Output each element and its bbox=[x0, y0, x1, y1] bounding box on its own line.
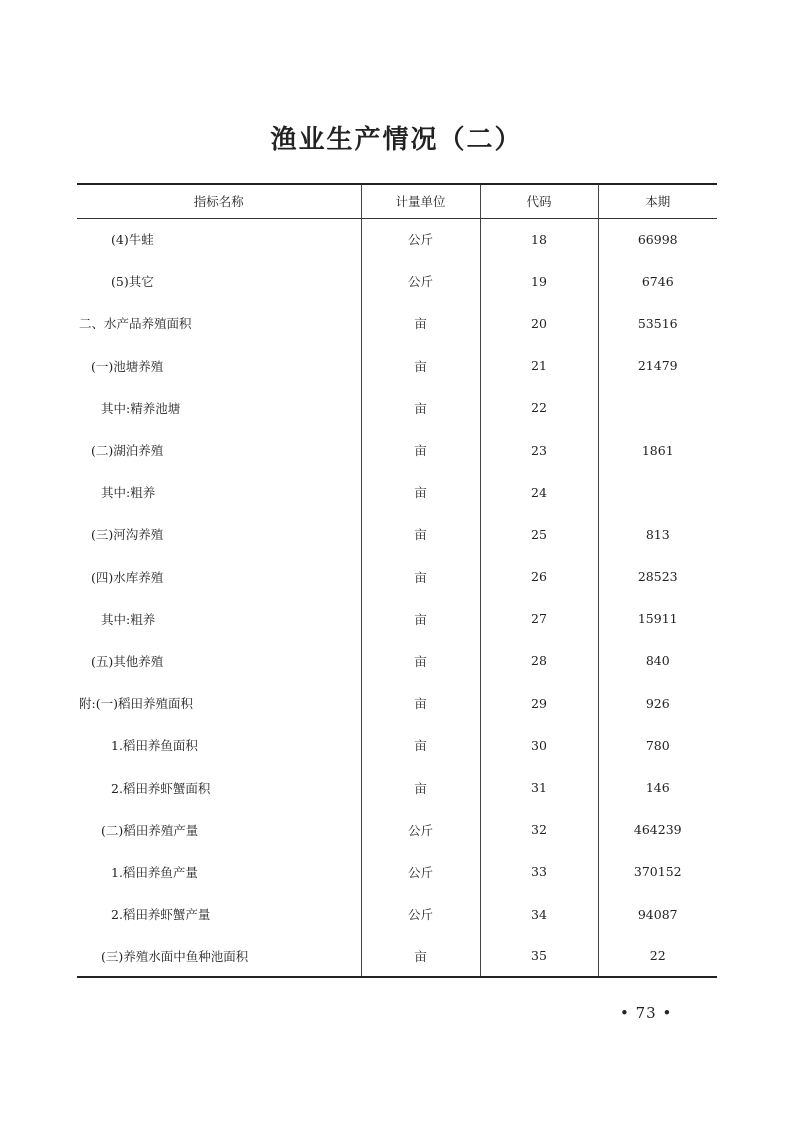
unit-cell: 亩 bbox=[361, 471, 480, 513]
page-title: 渔业生产情况（二） bbox=[270, 125, 523, 155]
value-cell bbox=[598, 471, 717, 513]
code-cell: 28 bbox=[480, 640, 598, 682]
indicator-name-cell: 其中:粗养 bbox=[101, 485, 156, 501]
unit-cell: 亩 bbox=[361, 387, 480, 429]
table-row bbox=[77, 724, 717, 766]
header-code: 代码 bbox=[480, 184, 598, 218]
indicator-name-cell: (二)稻田养殖产量 bbox=[101, 822, 199, 838]
code-cell: 20 bbox=[480, 302, 598, 344]
unit-cell: 亩 bbox=[361, 682, 480, 724]
code-cell: 25 bbox=[480, 513, 598, 555]
value-cell: 21479 bbox=[598, 345, 717, 387]
unit-cell: 公斤 bbox=[361, 218, 480, 260]
indicator-name-cell: 二、水产品养殖面积 bbox=[79, 316, 192, 332]
value-cell: 22 bbox=[598, 935, 717, 977]
value-cell: 813 bbox=[598, 513, 717, 555]
code-cell: 30 bbox=[480, 724, 598, 766]
table-row bbox=[77, 429, 717, 471]
indicator-name-cell: 2.稻田养虾蟹产量 bbox=[111, 907, 211, 923]
table-row bbox=[77, 471, 717, 513]
indicator-name-cell: (四)水库养殖 bbox=[91, 569, 164, 585]
unit-cell: 亩 bbox=[361, 766, 480, 808]
code-cell: 27 bbox=[480, 598, 598, 640]
table-row bbox=[77, 387, 717, 429]
unit-cell: 亩 bbox=[361, 556, 480, 598]
table-row bbox=[77, 260, 717, 302]
code-cell: 21 bbox=[480, 345, 598, 387]
unit-cell: 亩 bbox=[361, 598, 480, 640]
table-row bbox=[77, 598, 717, 640]
indicator-name-cell: (一)池塘养殖 bbox=[91, 358, 164, 374]
indicator-name-cell: (二)湖泊养殖 bbox=[91, 443, 164, 459]
table-row bbox=[77, 935, 717, 977]
code-cell: 33 bbox=[480, 851, 598, 893]
value-cell: 66998 bbox=[598, 218, 717, 260]
code-cell: 19 bbox=[480, 260, 598, 302]
table-row bbox=[77, 640, 717, 682]
indicator-name-cell: (五)其他养殖 bbox=[91, 653, 164, 669]
table-row bbox=[77, 682, 717, 724]
table-row bbox=[77, 893, 717, 935]
table-row bbox=[77, 302, 717, 344]
indicator-name-cell: 1.稻田养鱼产量 bbox=[111, 864, 198, 880]
value-cell: 780 bbox=[598, 724, 717, 766]
indicator-name-cell: 其中:精养池塘 bbox=[101, 400, 181, 416]
page-number: • 73 • bbox=[620, 1004, 673, 1022]
indicator-name-cell: (5)其它 bbox=[111, 274, 154, 290]
table-row bbox=[77, 556, 717, 598]
unit-cell: 亩 bbox=[361, 345, 480, 387]
indicator-name-cell: 其中:粗养 bbox=[101, 611, 156, 627]
unit-cell: 公斤 bbox=[361, 851, 480, 893]
fishery-table-container bbox=[77, 183, 717, 978]
value-cell: 94087 bbox=[598, 893, 717, 935]
code-cell: 29 bbox=[480, 682, 598, 724]
header-current-period: 本期 bbox=[598, 184, 717, 218]
unit-cell: 公斤 bbox=[361, 893, 480, 935]
value-cell: 146 bbox=[598, 766, 717, 808]
table-row bbox=[77, 851, 717, 893]
value-cell: 1861 bbox=[598, 429, 717, 471]
value-cell: 464239 bbox=[598, 809, 717, 851]
fishery-table bbox=[77, 183, 717, 978]
code-cell: 18 bbox=[480, 218, 598, 260]
table-row bbox=[77, 766, 717, 808]
unit-cell: 亩 bbox=[361, 935, 480, 977]
unit-cell: 亩 bbox=[361, 640, 480, 682]
code-cell: 34 bbox=[480, 893, 598, 935]
unit-cell: 亩 bbox=[361, 724, 480, 766]
unit-cell: 亩 bbox=[361, 513, 480, 555]
value-cell: 53516 bbox=[598, 302, 717, 344]
value-cell: 370152 bbox=[598, 851, 717, 893]
table-row bbox=[77, 513, 717, 555]
table-header-row bbox=[77, 184, 717, 218]
unit-cell: 公斤 bbox=[361, 260, 480, 302]
unit-cell: 亩 bbox=[361, 429, 480, 471]
value-cell: 6746 bbox=[598, 260, 717, 302]
unit-cell: 亩 bbox=[361, 302, 480, 344]
value-cell: 28523 bbox=[598, 556, 717, 598]
code-cell: 35 bbox=[480, 935, 598, 977]
table-body bbox=[77, 218, 717, 977]
unit-cell: 公斤 bbox=[361, 809, 480, 851]
code-cell: 31 bbox=[480, 766, 598, 808]
header-unit: 计量单位 bbox=[361, 184, 480, 218]
value-cell bbox=[598, 387, 717, 429]
indicator-name-cell: 1.稻田养鱼面积 bbox=[111, 738, 198, 754]
code-cell: 22 bbox=[480, 387, 598, 429]
value-cell: 926 bbox=[598, 682, 717, 724]
header-indicator-name: 指标名称 bbox=[77, 184, 361, 218]
indicator-name-cell: (4)牛蛙 bbox=[111, 232, 154, 248]
indicator-name-cell: 2.稻田养虾蟹面积 bbox=[111, 780, 211, 796]
code-cell: 32 bbox=[480, 809, 598, 851]
indicator-name-cell: (三)河沟养殖 bbox=[91, 527, 164, 543]
value-cell: 840 bbox=[598, 640, 717, 682]
code-cell: 24 bbox=[480, 471, 598, 513]
code-cell: 23 bbox=[480, 429, 598, 471]
table-row bbox=[77, 218, 717, 260]
code-cell: 26 bbox=[480, 556, 598, 598]
indicator-name-cell: 附:(一)稻田养殖面积 bbox=[79, 696, 193, 712]
table-row bbox=[77, 345, 717, 387]
indicator-name-cell: (三)养殖水面中鱼种池面积 bbox=[101, 948, 249, 964]
value-cell: 15911 bbox=[598, 598, 717, 640]
table-row bbox=[77, 809, 717, 851]
